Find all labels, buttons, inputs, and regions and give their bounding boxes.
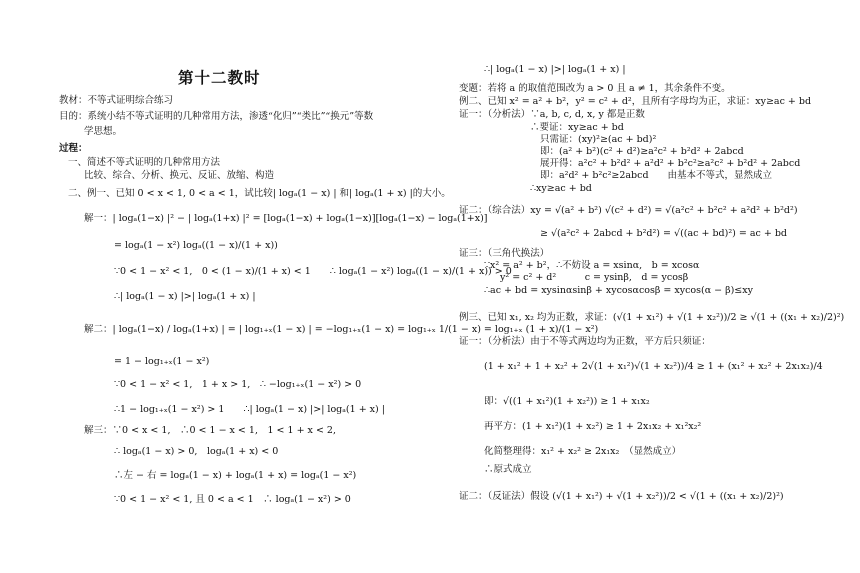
example-1-statement: 二、例一、已知 0 < x < 1, 0 < a < 1，试比较| logₐ(1 − x) | 和| logₐ(1 + x) |的大小。 (68, 188, 451, 199)
proof-1-step-2: 只需证：(xy)²≥(ac + bd)² (540, 134, 657, 145)
solution-1-step-3: ∵0 < 1 − x² < 1, 0 < (1 − x)/(1 + x) < 1 ∴ logₐ(1 − x²) logₐ((1 − x)/(1 + x)) > 0 (114, 266, 512, 277)
solution-2-step-3: ∵0 < 1 − x² < 1, 1 + x > 1, ∴ −log₁₊ₓ(1 − x²) > 0 (114, 379, 362, 390)
proof-1-step-5: 即：a²d² + b²c²≥2abcd 由基本不等式，显然成立 (540, 170, 773, 181)
methods-list: 比较、综合、分析、换元、反证、放缩、构造 (84, 170, 275, 181)
example-1-final: ∴| logₐ(1 − x) |>| logₐ(1 + x) | (484, 64, 626, 75)
proof-3-step-2: y² = c² + d² c = ysinβ, d = ycosβ (500, 272, 689, 283)
process-heading: 过程： (59, 143, 88, 154)
proof-3-step-3: ∴ac + bd = xysinαsinβ + xycosαcosβ = xycos(α − β)≤xy (484, 285, 753, 296)
solution-3-step-2: ∴ logₐ(1 − x) > 0, logₐ(1 + x) < 0 (114, 446, 279, 457)
proof-1-heading: 证一：（分析法）∵a, b, c, d, x, y 都是正数 (459, 109, 645, 120)
proof-1-step-1: ∴要证：xy≥ac + bd (530, 122, 624, 133)
variant-question: 变题：若将 a 的取值范围改为 a > 0 且 a ≠ 1，其余条件不变。 (459, 83, 731, 94)
solution-3-step-1: 解三：∵0 < x < 1, ∴0 < 1 − x < 1, 1 < 1 + x < 2, (84, 425, 336, 436)
example-3-proof-1-step-1: (1 + x₁² + 1 + x₂² + 2√(1 + x₁²)√(1 + x₂²))/4 ≥ 1 + (x₁² + x₂² + 2x₁x₂)/4 (484, 361, 823, 372)
material-line: 教材：不等式证明综合练习 (59, 95, 174, 106)
example-3-proof-1-conclusion: ∴原式成立 (484, 464, 532, 475)
section-1-heading: 一、简述不等式证明的几种常用方法 (68, 157, 221, 168)
example-3-statement: 例三、已知 x₁, x₂ 均为正数，求证：(√(1 + x₁²) + √(1 + x₂²))/2 ≥ √(1 + ((x₁ + x₂)/2)²) (459, 312, 845, 323)
example-3-proof-1-step-2: 即：√((1 + x₁²)(1 + x₂²)) ≥ 1 + x₁x₂ (484, 396, 650, 407)
solution-1-step-2: = logₐ(1 − x²) logₐ((1 − x)/(1 + x)) (114, 240, 278, 251)
purpose-line-2: 学思想。 (84, 126, 123, 137)
solution-1-conclusion: ∴| logₐ(1 − x) |>| logₐ(1 + x) | (114, 291, 256, 302)
purpose-line-1: 目的：系统小结不等式证明的几种常用方法，渗透“化归”“类比”“换元”等数 (59, 111, 374, 122)
example-3-proof-1-step-4: 化简整理得：x₁² + x₂² ≥ 2x₁x₂ （显然成立） (484, 446, 682, 457)
solution-2-step-2: = 1 − log₁₊ₓ(1 − x²) (114, 356, 210, 367)
proof-3-step-1: ∵x² = a² + b²，∴不妨设 a = xsinα, b = xcosα (484, 260, 700, 271)
example-3-proof-1-heading: 证一：（分析法）由于不等式两边均为正数，平方后只须证： (459, 336, 711, 347)
proof-2-step-2: ≥ √(a²c² + 2abcd + b²d²) = √((ac + bd)²) = ac + bd (540, 228, 787, 239)
proof-1-step-4: 展开得：a²c² + b²d² + a²d² + b²c²≥a²c² + b²d² + 2abcd (540, 158, 801, 169)
proof-3-heading: 证三：（三角代换法） (459, 248, 550, 259)
solution-1-step-1: 解一：| logₐ(1−x) |² − | logₐ(1+x) |² = [logₐ(1−x) + logₐ(1−x)][logₐ(1−x) − logₐ(1+x)] (84, 213, 488, 224)
page-title: 第十二教时 (178, 69, 261, 87)
example-2-statement: 例二、已知 x² = a² + b²，y² = c² + d²，且所有字母均为正，求证：xy≥ac + bd (459, 96, 812, 107)
example-3-proof-1-step-3: 再平方：(1 + x₁²)(1 + x₂²) ≥ 1 + 2x₁x₂ + x₁²x₂² (484, 421, 702, 432)
solution-3-step-4: ∵0 < 1 − x² < 1, 且 0 < a < 1 ∴ logₐ(1 − x²) > 0 (114, 494, 351, 505)
example-3-proof-2-step-1: 证二：（反证法）假设 (√(1 + x₁²) + √(1 + x₂²))/2 < √(1 + ((x₁ + x₂)/2)²) (459, 491, 784, 502)
solution-2-conclusion: ∴1 − log₁₊ₓ(1 − x²) > 1 ∴| logₐ(1 − x) |>| logₐ(1 + x) | (114, 404, 385, 415)
proof-2-step-1: 证二：（综合法）xy = √(a² + b²) √(c² + d²) = √(a²c² + b²c² + a²d² + b²d²) (459, 205, 798, 216)
solution-2-step-1: 解二：| logₐ(1−x) / logₐ(1+x) | = | log₁₊ₓ(1 − x) | = −log₁₊ₓ(1 − x) = log₁₊ₓ 1/(1 − x) = log₁₊ₓ (1 + x)/(1 − x²) (84, 324, 599, 335)
solution-3-step-3: ∴左 − 右 = logₐ(1 − x) + logₐ(1 + x) = logₐ(1 − x²) (114, 470, 357, 481)
proof-1-conclusion: ∴xy≥ac + bd (530, 183, 592, 194)
proof-1-step-3: 即：(a² + b²)(c² + d²)≥a²c² + b²d² + 2abcd (540, 146, 744, 157)
